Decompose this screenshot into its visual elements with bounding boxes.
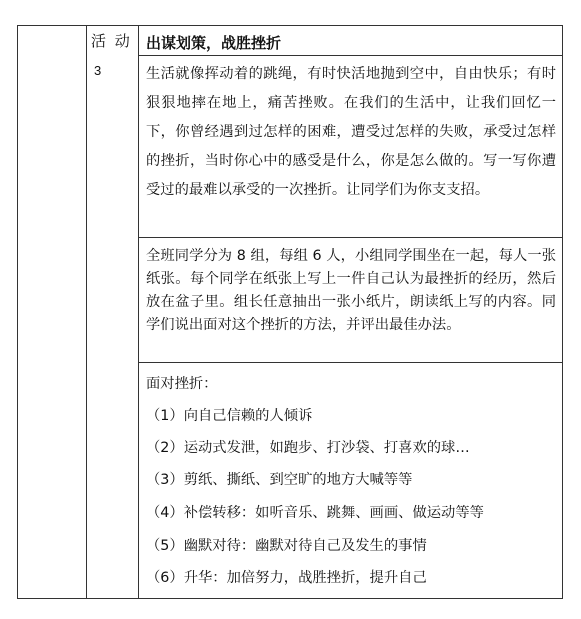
row-divider-title <box>139 55 562 56</box>
table-top-border <box>17 25 563 26</box>
paragraph-group-activity: 全班同学分为 8 组，每组 6 人，小组同学围坐在一起，每人一张纸张。每个同学在纸张上写上一件自己认为最挫折的经历，然后放在盆子里。组长任意抽出一张小纸片，朗读纸上写的内容。同学们说出面对这个挫折的方法，并评出最佳办法。 <box>146 248 556 333</box>
paragraph-story: 生活就像挥动着的跳绳，有时快活地抛到空中，自由快乐；有时狠狠地摔在地上，痛苦挫败。在我们的生活中，让我们回忆一下，你曾经遇到过怎样的困难，遭受过怎样的失败，承受过怎样的挫折，当时你心中的感受是什么，你是怎么做的。写一写你遭受过的最难以承受的一次挫折。让同学们为你支支招。 <box>146 66 556 198</box>
list-item: （2）运动式发泄，如跑步、打沙袋、打喜欢的球… <box>146 440 470 456</box>
column-divider-2 <box>138 25 139 599</box>
activity-label: 活 动 <box>91 32 132 50</box>
list-heading: 面对挫折： <box>146 376 218 392</box>
list-item: （3）剪纸、撕纸、到空旷的地方大喊等等 <box>146 472 413 488</box>
list-item: （6）升华：加倍努力，战胜挫折，提升自己 <box>146 570 427 586</box>
column-divider-1 <box>86 25 87 599</box>
table-left-border <box>17 25 18 599</box>
activity-number: 3 <box>94 63 102 78</box>
section-title: 出谋划策，战胜挫折 <box>146 34 282 52</box>
list-item: （4）补偿转移：如听音乐、跳舞、画画、做运动等等 <box>146 505 484 521</box>
row-divider-paragraph2 <box>139 362 562 363</box>
table-right-border <box>562 25 563 599</box>
table-bottom-border <box>17 598 563 599</box>
list-item: （1）向自己信赖的人倾诉 <box>146 408 313 424</box>
row-divider-paragraph1 <box>139 237 562 238</box>
list-item: （5）幽默对待：幽默对待自己及发生的事情 <box>146 538 427 554</box>
